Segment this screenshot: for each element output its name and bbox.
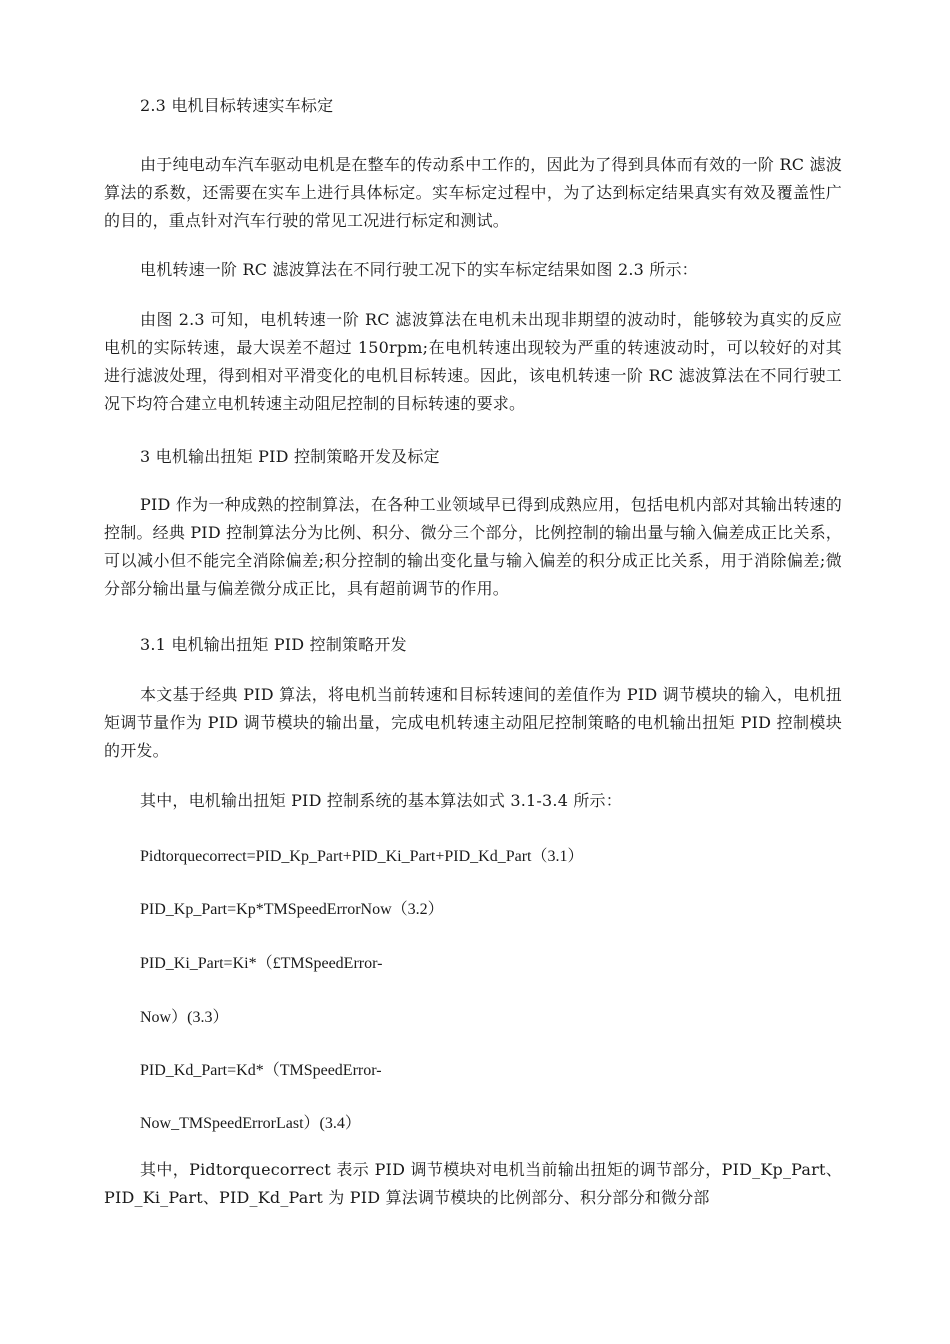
section-heading-2-3: 2.3 电机目标转速实车标定 <box>140 96 334 115</box>
section-heading-3: 3 电机输出扭矩 PID 控制策略开发及标定 <box>140 447 440 466</box>
paragraph-pid-module-development: 本文基于经典 PID 算法，将电机当前转速和目标转速间的差值作为 PID 调节模块的输入，电机扭矩调节量作为 PID 调节模块的输出量，完成电机转速主动阻尼控制策略的电机输出扭矩 PID 控制模块的开发。 <box>104 685 842 760</box>
formula-3-1: Pidtorquecorrect=PID_Kp_Part+PID_Ki_Part+PID_Kd_Part（3.1） <box>140 848 584 865</box>
paragraph-formula-intro: 其中，电机输出扭矩 PID 控制系统的基本算法如式 3.1-3.4 所示： <box>140 791 622 810</box>
formula-3-2: PID_Kp_Part=Kp*TMSpeedErrorNow（3.2） <box>140 901 444 918</box>
paragraph-pid-overview: PID 作为一种成熟的控制算法，在各种工业领域早已得到成熟应用，包括电机内部对其输出转速的控制。经典 PID 控制算法分为比例、积分、微分三个部分，比例控制的输出量与输入偏差成正比关系，可以减小但不能完全消除偏差;积分控制的输出变化量与输入偏差的积分成正比关系，用于消除偏差;微分部分输出量与偏差微分成正比，具有超前调节的作用。 <box>104 495 842 598</box>
paragraph-figure-analysis: 由图 2.3 可知，电机转速一阶 RC 滤波算法在电机未出现非期望的波动时，能够较为真实的反应电机的实际转速，最大误差不超过 150rpm;在电机转速出现较为严重的转速波动时，可以较好的对其进行滤波处理，得到相对平滑变化的电机目标转速。因此，该电机转速一阶 RC 滤波算法在不同行驶工况下均符合建立电机转速主动阻尼控制的目标转速的要求。 <box>104 310 842 413</box>
formula-3-4-line2: Now_TMSpeedErrorLast）(3.4） <box>140 1115 361 1132</box>
section-heading-3-1: 3.1 电机输出扭矩 PID 控制策略开发 <box>140 635 407 654</box>
paragraph-pid-terms-explanation: 其中，Pidtorquecorrect 表示 PID 调节模块对电机当前输出扭矩的调节部分，PID_Kp_Part、PID_Ki_Part、PID_Kd_Part 为 PID 算法调节模块的比例部分、积分部分和微分部 <box>104 1160 842 1207</box>
paragraph-figure-reference: 电机转速一阶 RC 滤波算法在不同行驶工况下的实车标定结果如图 2.3 所示： <box>140 260 698 279</box>
formula-3-3-line2: Now）(3.3） <box>140 1009 229 1026</box>
formula-3-4-line1: PID_Kd_Part=Kd*（TMSpeedError- <box>140 1062 382 1079</box>
formula-3-3-line1: PID_Ki_Part=Ki*（£TMSpeedError- <box>140 955 383 972</box>
paragraph-rc-calibration-intro: 由于纯电动车汽车驱动电机是在整车的传动系中工作的，因此为了得到具体而有效的一阶 RC 滤波算法的系数，还需要在实车上进行具体标定。实车标定过程中，为了达到标定结果真实有效及覆盖性广的目的，重点针对汽车行驶的常见工况进行标定和测试。 <box>104 155 842 230</box>
